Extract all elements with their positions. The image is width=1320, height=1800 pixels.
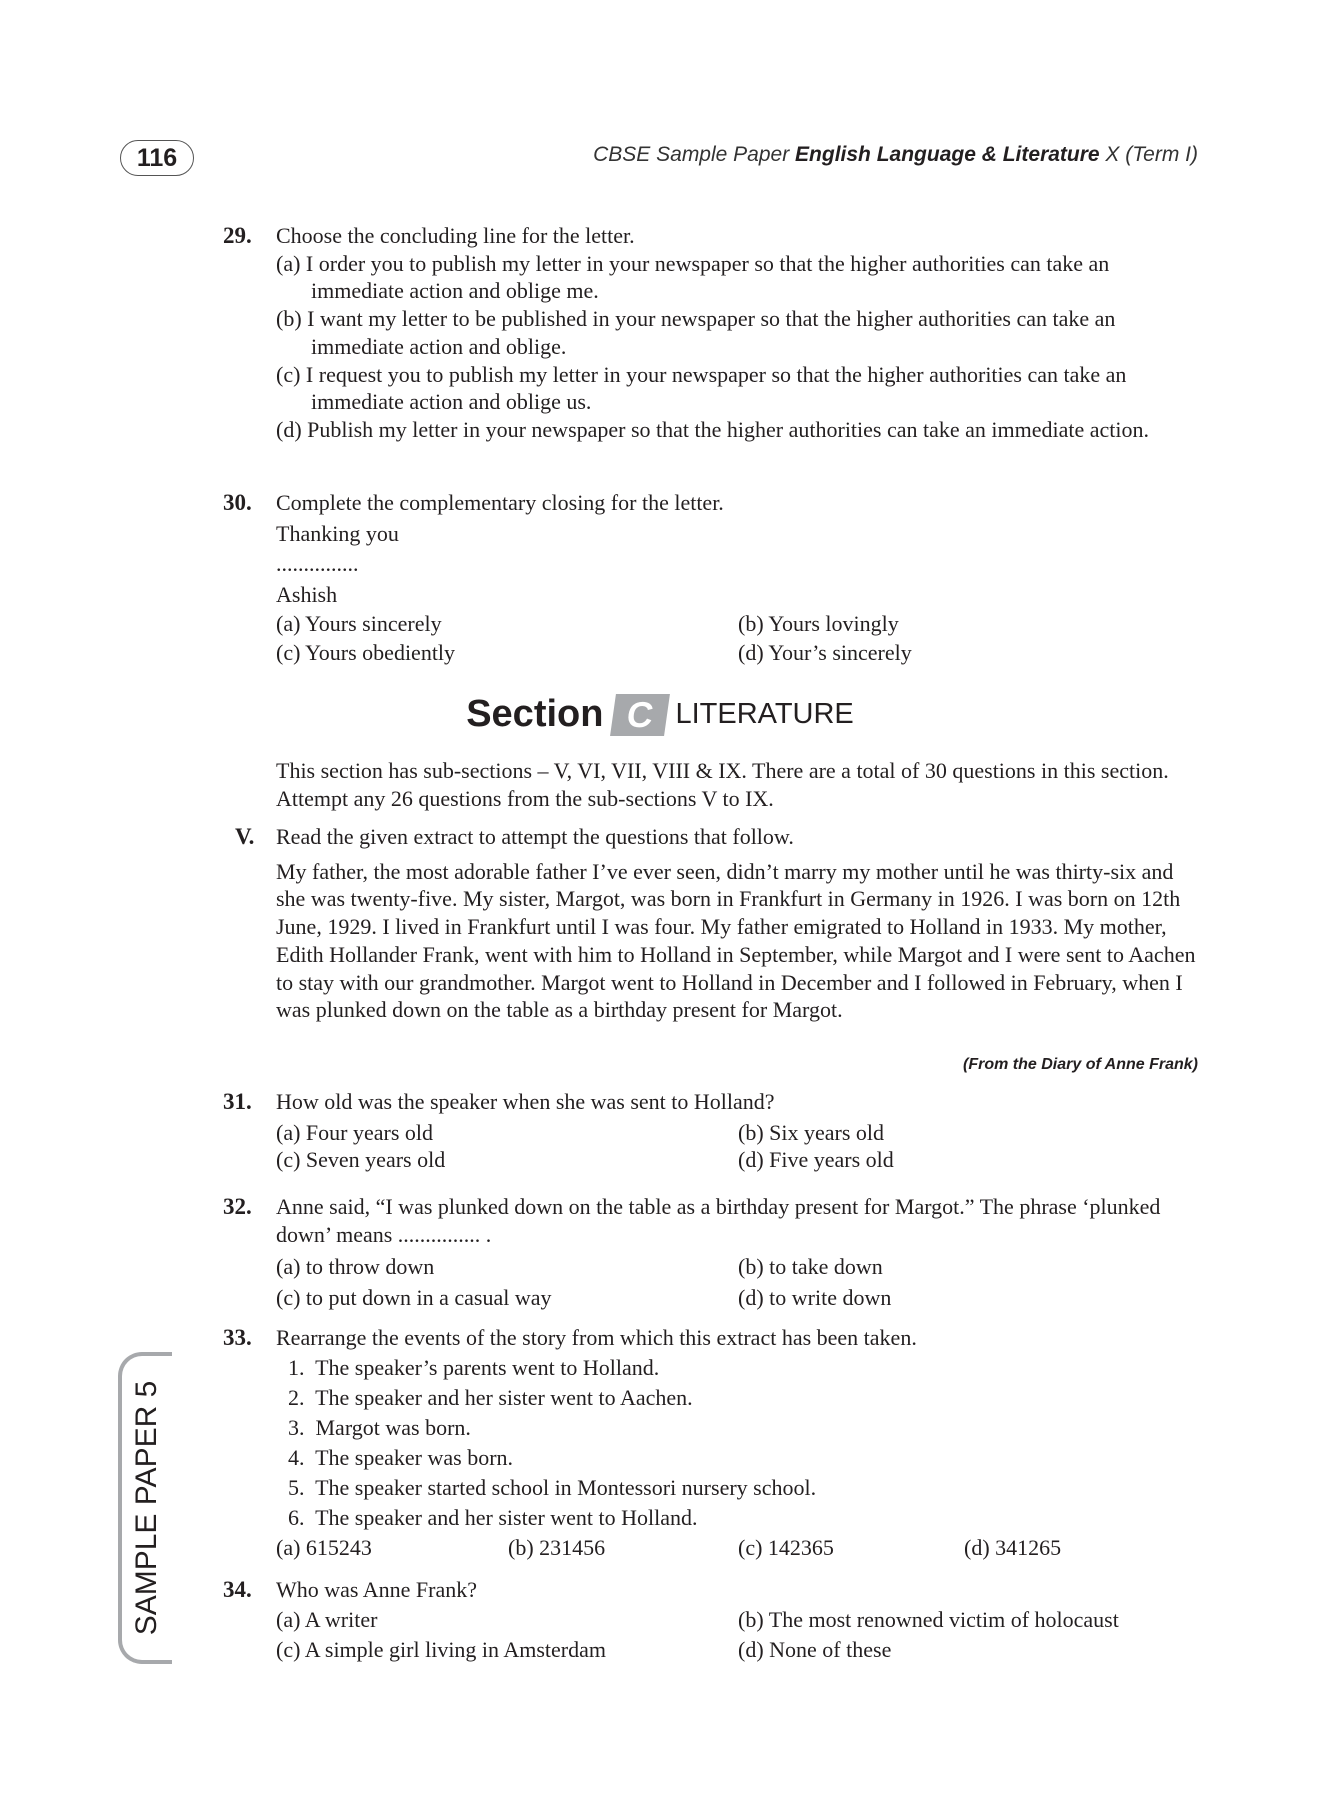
- event-item: 3. Margot was born.: [288, 1415, 471, 1440]
- option-d: (d) 341265: [964, 1535, 1062, 1560]
- section-heading: [0, 693, 1320, 736]
- section-letter-badge: C: [611, 694, 671, 736]
- option-d: (d) to write down: [738, 1285, 892, 1311]
- option-d: (d) None of these: [738, 1637, 892, 1662]
- option-b: (b) Six years old: [738, 1119, 885, 1145]
- option-c: (c) 142365: [738, 1535, 834, 1560]
- event-item: 5. The speaker started school in Montessori nursery school.: [288, 1475, 817, 1500]
- option-d: (d) Publish my letter in your newspaper so that the higher authorities can take an immediate action.: [276, 416, 1150, 442]
- header-subject: English Language & Literature: [795, 143, 1100, 166]
- question-29: [223, 222, 1199, 444]
- signature-name: Ashish: [276, 581, 338, 607]
- page-number: 116: [120, 140, 194, 176]
- header-prefix: CBSE Sample Paper: [593, 143, 796, 166]
- event-list: [288, 1353, 1199, 1533]
- question-number: 32.: [223, 1194, 252, 1219]
- option-c: (c) Seven years old: [276, 1147, 446, 1173]
- option-a: (a) Yours sincerely: [276, 611, 442, 636]
- question-32: [223, 1193, 1199, 1313]
- option-a: (a) Four years old: [276, 1119, 434, 1145]
- option-b: (b) I want my letter to be published in your newspaper so that the higher authorities can take an immediate action and oblige.: [276, 306, 1116, 359]
- sample-paper-side-tab: [118, 1352, 172, 1664]
- option-c: (c) Yours obediently: [276, 639, 456, 665]
- intro-text: This section has sub-sections – V, VI, VII, VIII & IX. There are a total of 30 questions in this section. Attempt any 26 questions from the sub-sections V to IX.: [276, 758, 1169, 811]
- event-item: 2. The speaker and her sister went to Aachen.: [288, 1385, 693, 1410]
- question-text: Complete the complementary closing for the letter.: [276, 490, 724, 515]
- part-v: [223, 823, 1199, 1024]
- option-d: (d) Your’s sincerely: [738, 639, 912, 665]
- question-number: 29.: [223, 223, 252, 248]
- option-b: (b) Yours lovingly: [738, 611, 899, 636]
- extract-passage: My father, the most adorable father I’ve ever seen, didn’t marry my mother until he was thirty-six and she was twenty-five. My sister, Margot, was born in Frankfurt in Germany in 1926. I was born on 12th June, 1929. I lived in Frankfurt until I was four. My father emigrated to Holland in 1933. My mother, Edith Hollander Frank, went with him to Holland in September, while Margot and I were sent to Aachen to stay with our grandmother. Margot went to Holland in December and I followed in February, when I was plunked down on the table as a birthday present for Margot.: [276, 858, 1196, 1023]
- option-a: (a) 615243: [276, 1535, 372, 1560]
- question-34: [223, 1575, 1199, 1665]
- option-c: (c) I request you to publish my letter in your newspaper so that the higher authorities can take an immediate action and oblige us.: [276, 361, 1127, 415]
- option-a: (a) to throw down: [276, 1254, 435, 1280]
- question-number: 30.: [223, 490, 252, 515]
- question-text: Anne said, “I was plunked down on the table as a birthday present for Margot.” The phrase ‘plunked down’ means ............... .: [276, 1194, 1161, 1247]
- option-b: (b) 231456: [508, 1535, 606, 1560]
- question-number: 33.: [223, 1325, 252, 1350]
- section-name: LITERATURE: [675, 698, 854, 730]
- option-c: (c) to put down in a casual way: [276, 1285, 552, 1311]
- question-number: 34.: [223, 1577, 252, 1602]
- option-b: (b) The most renowned victim of holocaust: [738, 1607, 1119, 1632]
- question-number: 31.: [223, 1089, 252, 1114]
- running-header: [593, 143, 1198, 167]
- instruction-text: Read the given extract to attempt the questions that follow.: [276, 824, 794, 849]
- section-word: Section: [466, 693, 604, 735]
- header-suffix: X (Term I): [1099, 143, 1198, 166]
- option-b: (b) to take down: [738, 1254, 883, 1280]
- question-text: Rearrange the events of the story from which this extract has been taken.: [276, 1325, 917, 1350]
- question-text: Choose the concluding line for the letter.: [276, 223, 635, 248]
- question-33: [223, 1323, 1199, 1563]
- option-a: (a) I order you to publish my letter in your newspaper so that the higher authorities can take an immediate action and oblige me.: [276, 250, 1110, 304]
- extract-source: (From the Diary of Anne Frank): [963, 1056, 1198, 1073]
- question-text: Who was Anne Frank?: [276, 1577, 478, 1602]
- question-30: [223, 488, 1199, 667]
- event-item: 1. The speaker’s parents went to Holland.: [288, 1355, 660, 1380]
- question-31: [223, 1088, 1199, 1174]
- side-tab-label: SAMPLE PAPER 5: [130, 1380, 163, 1636]
- event-item: 6. The speaker and her sister went to Holland.: [288, 1505, 698, 1530]
- closing-line: Thanking you: [276, 520, 399, 546]
- option-d: (d) Five years old: [738, 1147, 894, 1173]
- question-text: How old was the speaker when she was sent to Holland?: [276, 1089, 775, 1114]
- part-number: V.: [235, 824, 255, 849]
- option-c: (c) A simple girl living in Amsterdam: [276, 1637, 606, 1662]
- option-a: (a) A writer: [276, 1607, 378, 1632]
- event-item: 4. The speaker was born.: [288, 1445, 514, 1470]
- section-intro: [223, 757, 1199, 812]
- blank-line: ...............: [276, 551, 359, 576]
